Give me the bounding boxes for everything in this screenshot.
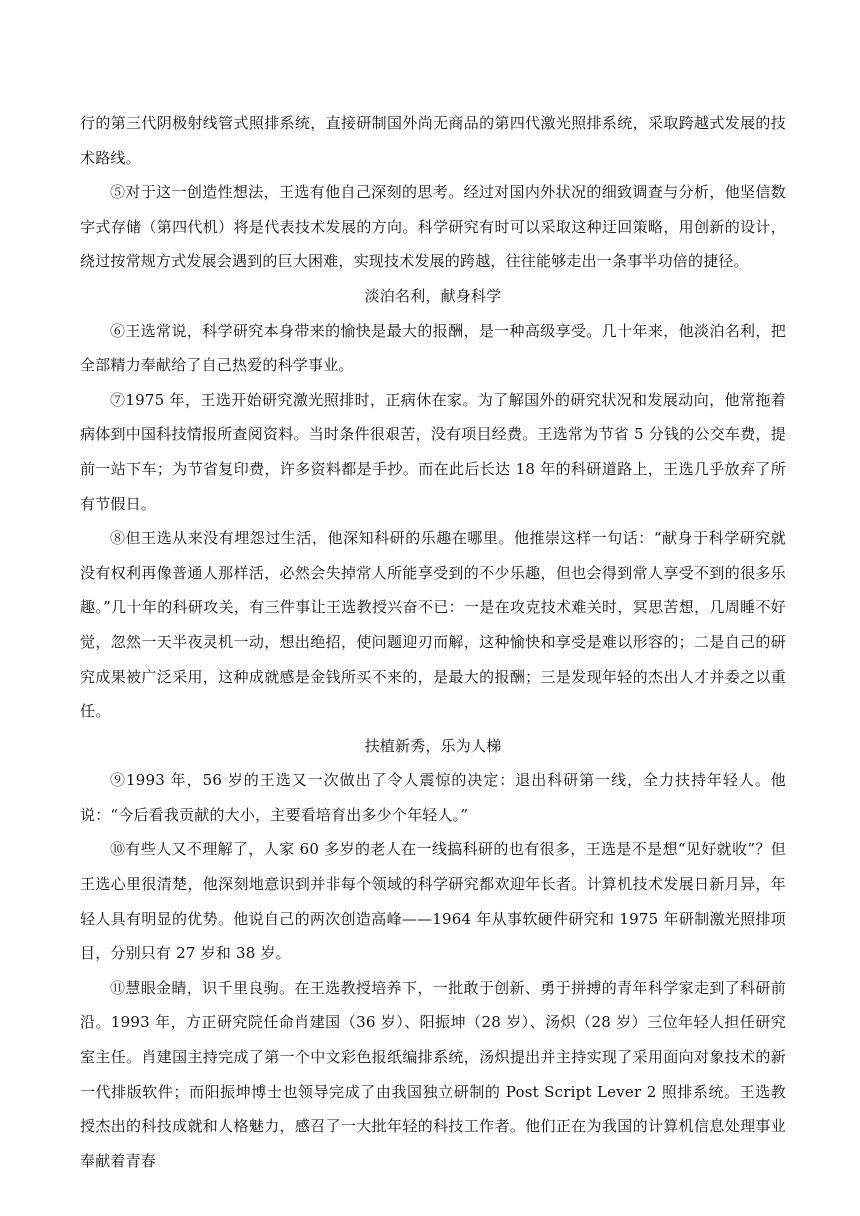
paragraph-9: ⑨1993 年，56 岁的王选又一次做出了令人震惊的决定：退出科研第一线，全力扶持年轻人。他说：“今后看我贡献的大小，主要看培育出多少个年轻人。” <box>80 771 786 824</box>
paragraph-8: ⑧但王选从来没有埋怨过生活，他深知科研的乐趣在哪里。他推崇这样一句话：“献身于科学研究就没有权利再像普通人那样活，必然会失掉常人所能享受到的不少乐趣，但也会得到常人享受不到的很多乐趣。”几十年的科研攻关，有三件事让王选教授兴奋不已：一是在攻克技术难关时，冥思苦想，几周睡不好觉，忽然一天半夜灵机一动，想出绝招，使问题迎刃而解，这种愉快和享受是难以形容的；二是自己的研究成果被广泛采用，这种成就感是金钱所买不来的，是最大的报酬；三是发现年轻的杰出人才并委之以重任。 <box>80 529 786 721</box>
section-heading-mentoring: 扶植新秀，乐为人梯 <box>364 736 502 755</box>
paragraph-7: ⑦1975 年，王选开始研究激光照排时，正病休在家。为了解国外的研究状况和发展动向，他常拖着病体到中国科技情报所查阅资料。当时条件很艰苦，没有项目经费。王选常为节省 5 分钱的公交车费，提前一站下车；为节省复印费，许多资料都是手抄。而在此后长达 18 年的科研道路上，王选几乎放弃了所有节假日。 <box>80 390 786 513</box>
section-heading-dedication: 淡泊名利，献身科学 <box>364 286 502 305</box>
paragraph-11: ⑪慧眼金睛，识千里良驹。在王选教授培养下，一批敢于创新、勇于拼搏的青年科学家走到了科研前沿。1993 年，方正研究院任命肖建国（36 岁）、阳振坤（28 岁）、汤炽（28 岁）三位年轻人担任研究室主任。肖建国主持完成了第一个中文彩色报纸编排系统，汤炽提出并主持实现了采用面向对象技术的新一代排版软件；而阳振坤博士也领导完成了由我国独立研制的 Post Script Lever 2 照排系统。王选教授杰出的科技成就和人格魅力，感召了一大批年轻的科技工作者。他们正在为我国的计算机信息处理事业奉献着青春 <box>80 978 786 1170</box>
paragraph-10: ⑩有些人又不理解了，人家 60 多岁的老人在一线搞科研的也有很多，王选是不是想“见好就收”？但王选心里很清楚，他深刻地意识到并非每个领域的科学研究都欢迎年长者。计算机技术发展日新月异，年轻人具有明显的优势。他说自己的两次创造高峰——1964 年从事软硬件研究和 1975 年研制激光照排项目，分别只有 27 岁和 38 岁。 <box>80 840 786 963</box>
paragraph-6: ⑥王选常说，科学研究本身带来的愉快是最大的报酬，是一种高级享受。几十年来，他淡泊名利，把全部精力奉献给了自己热爱的科学事业。 <box>80 321 786 375</box>
paragraph-continuation: 行的第三代阴极射线管式照排系统，直接研制国外尚无商品的第四代激光照排系统，采取跨越式发展的技术路线。 <box>80 114 786 167</box>
document-page <box>80 106 786 1178</box>
paragraph-5: ⑤对于这一创造性想法，王选有他自己深刻的思考。经过对国内外状况的细致调查与分析，他坚信数字式存储（第四代机）将是代表技术发展的方向。科学研究有时可以采取这种迂回策略，用创新的设计，绕过按常规方式发展会遇到的巨大困难，实现技术发展的跨越，往往能够走出一条事半功倍的捷径。 <box>80 183 786 271</box>
